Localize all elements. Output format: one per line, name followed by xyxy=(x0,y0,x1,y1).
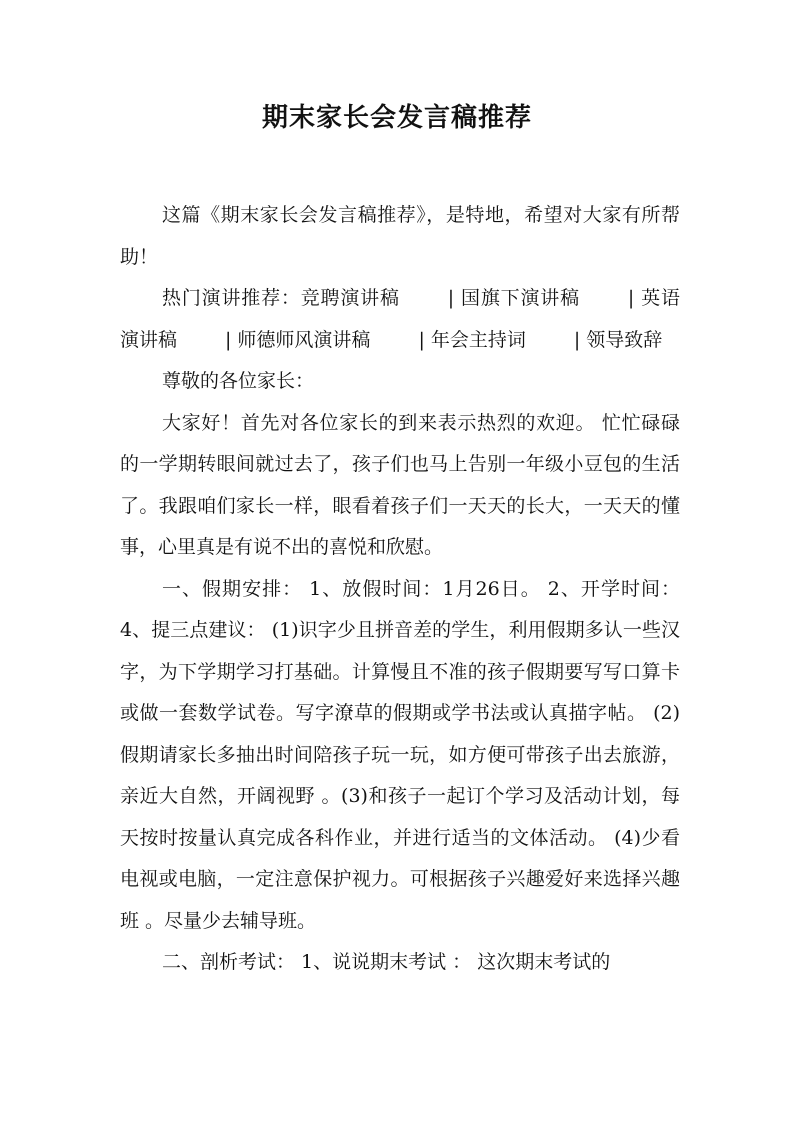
link-separator: | xyxy=(573,328,581,351)
holiday-arrangement-paragraph: 一、假期安排： 1、放假时间：1月26日。 2、开学时间： 4、提三点建议： (1)识字少且拼音差的学生，利用假期多认一些汉字，为下学期学习打基础。计算慢且不准的孩子假期要写写口算卡或做一套数学试卷。写字潦草的假期或学书法或认真描字帖。 (2)假期请家长多抽出时间陪孩子玩一玩，如方便可带孩子出去旅游，亲近大自然，开阔视野 。(3)和孩子一起订个学习及活动计划，每天按时按量认真完成各科作业，并进行适当的文体活动。 (4)少看电视或电脑，一定注意保护视力。可根据孩子兴趣爱好来选择兴趣班 。尽量少去辅导班。 xyxy=(120,577,680,932)
hot-link-nianhui[interactable]: 年会主持词 xyxy=(430,328,526,351)
hot-speeches-label: 热门演讲推荐： xyxy=(162,287,301,309)
intro-paragraph: 这篇《期末家长会发言稿推荐》，是特地，希望对大家有所帮助！ xyxy=(120,204,680,268)
link-separator: | xyxy=(627,287,635,309)
hot-link-shide[interactable]: 师德师风演讲稿 xyxy=(237,328,371,351)
hot-link-jingpin[interactable]: 竞聘演讲稿 xyxy=(300,287,400,309)
hot-link-yingyu[interactable]: 英语演讲稿 xyxy=(120,287,680,351)
document-body xyxy=(120,195,680,984)
exam-analysis-paragraph: 二、剖析考试： 1、说说期末考试 ： 这次期末考试的 xyxy=(162,951,611,973)
hot-link-guoqixia[interactable]: 国旗下演讲稿 xyxy=(460,287,580,309)
link-separator: | xyxy=(418,328,425,351)
document-title: 期末家长会发言稿推荐 xyxy=(261,103,532,133)
hot-speeches-paragraph xyxy=(120,278,680,361)
hot-link-lingdao[interactable]: 领导致辞 xyxy=(586,328,663,351)
greeting-paragraph: 尊敬的各位家长： xyxy=(162,370,315,392)
link-separator: | xyxy=(225,328,232,351)
link-separator: | xyxy=(447,287,455,309)
welcome-paragraph: 大家好！首先对各位家长的到来表示热烈的欢迎。 忙忙碌碌的一学期转眼间就过去了，孩子们也马上告别一年级小豆包的生活了。我跟咱们家长一样，眼看着孩子们一天天的长大，一天天的懂事，心里真是有说不出的喜悦和欣慰。 xyxy=(120,411,680,558)
